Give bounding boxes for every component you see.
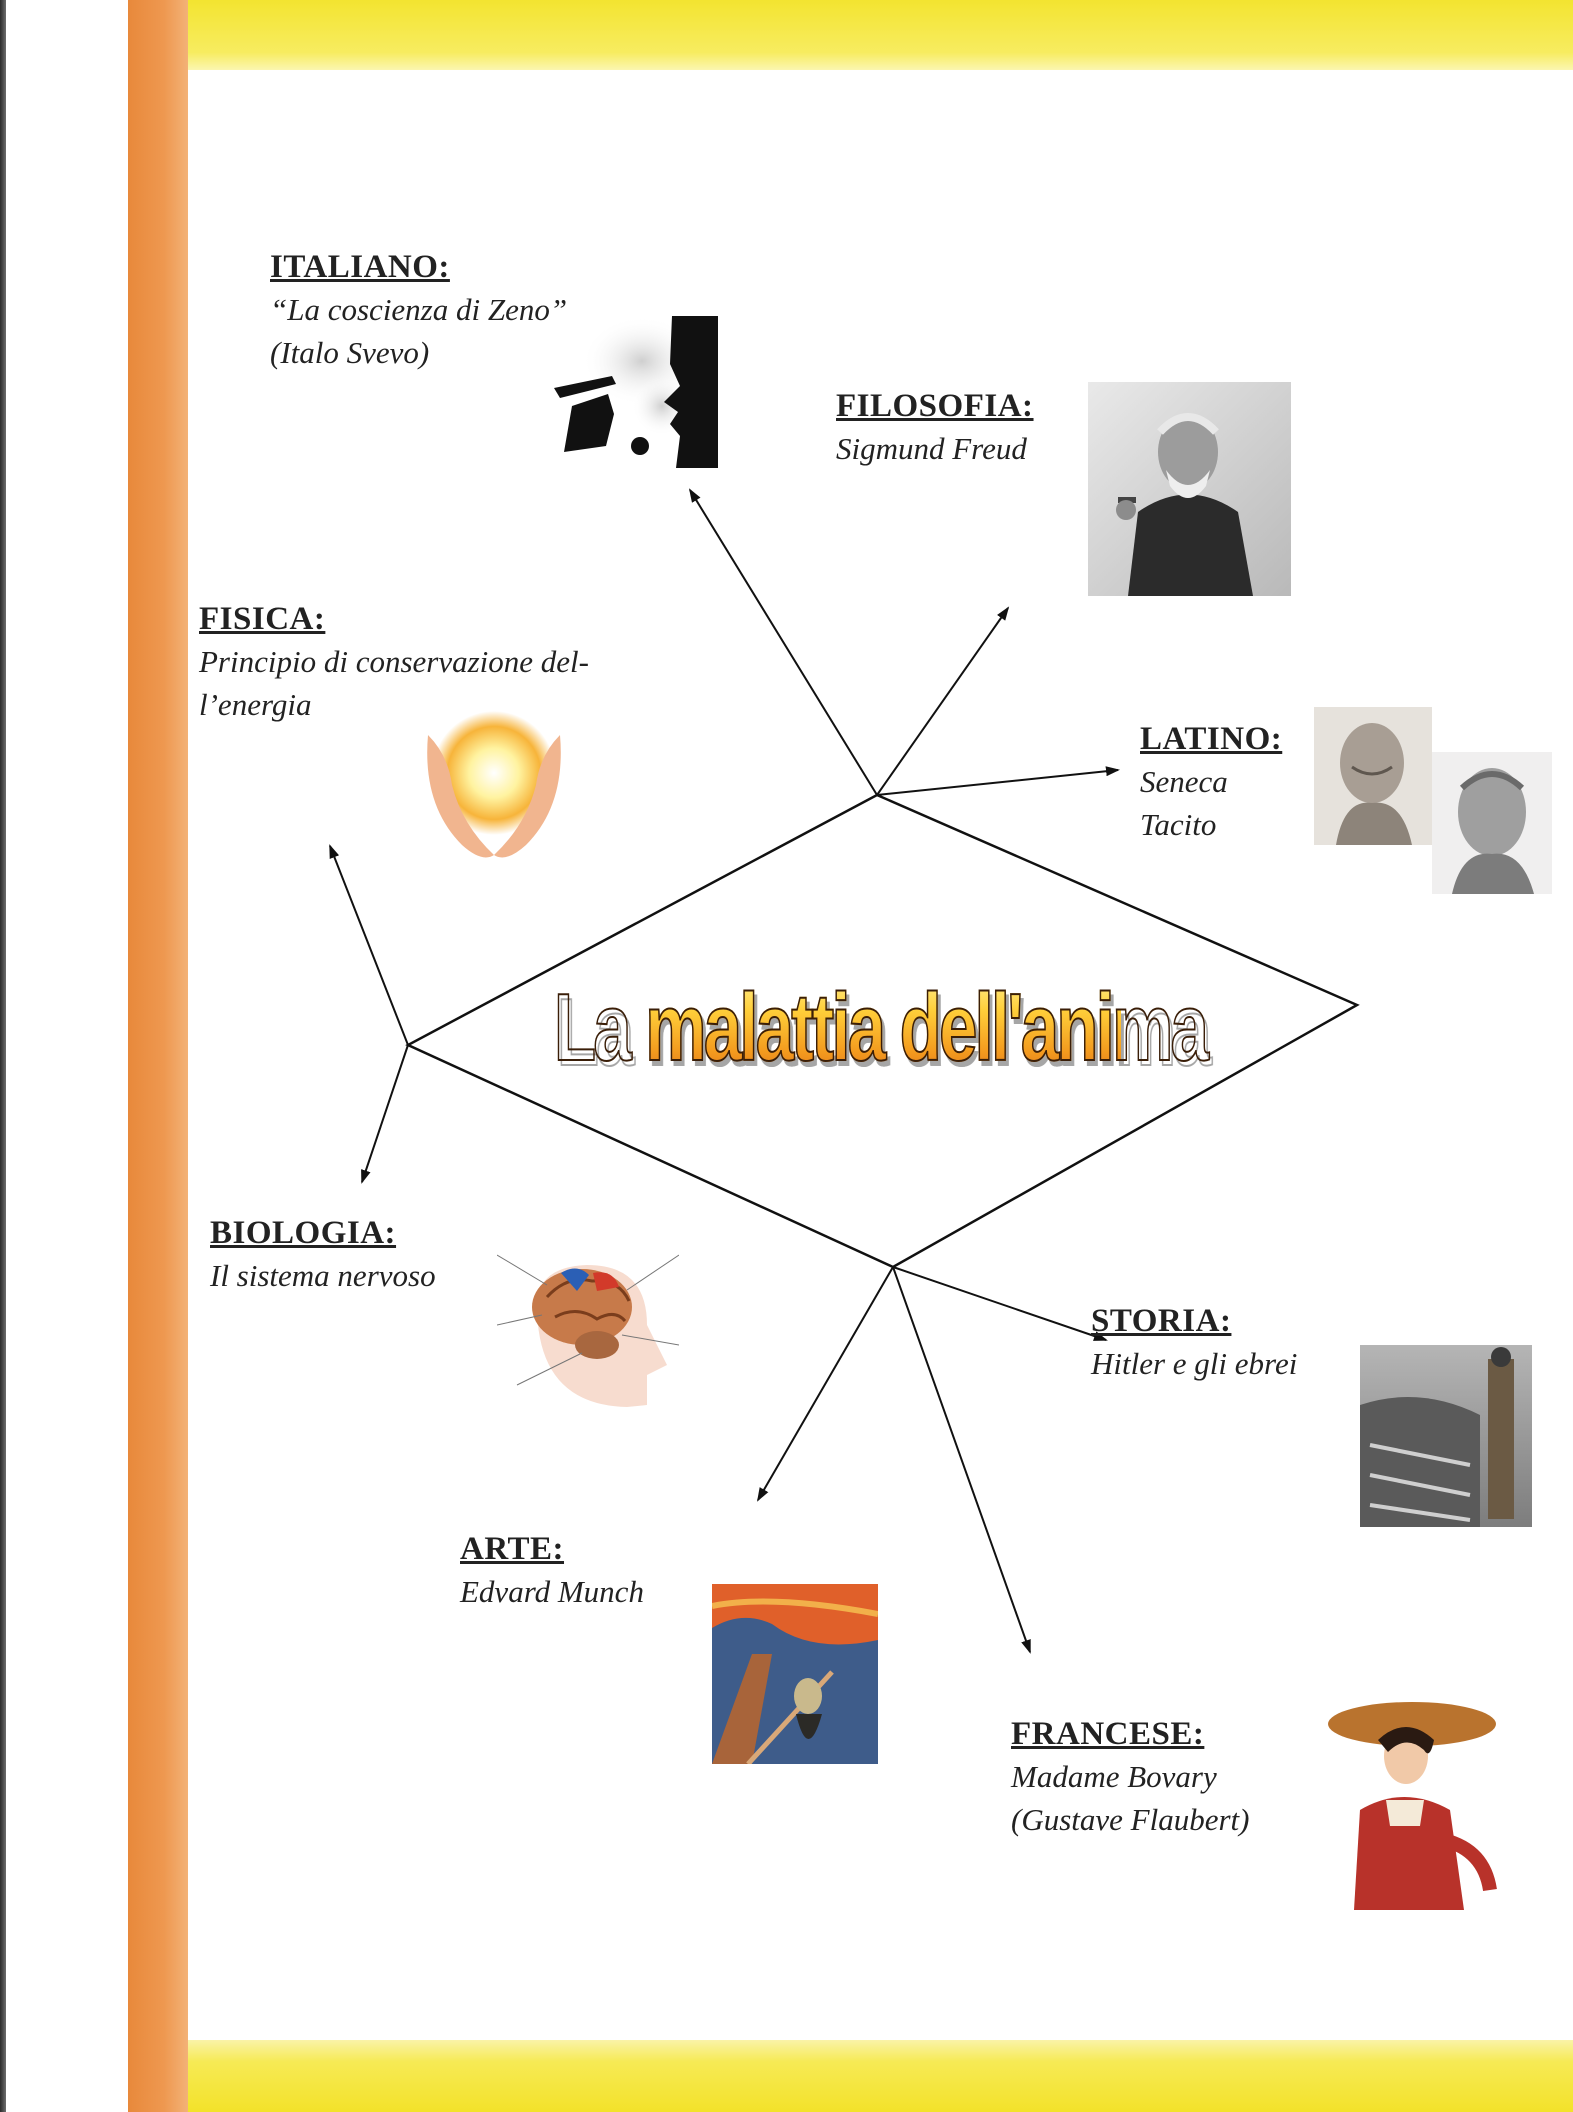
fisica-line-1: Principio di conservazione del-	[199, 644, 589, 679]
node-latino	[1140, 718, 1310, 846]
subject-italiano: ITALIANO:	[270, 249, 450, 285]
arrow-to-latino	[877, 770, 1118, 795]
subject-fisica: FISICA:	[199, 601, 326, 637]
freud-portrait-image	[1088, 382, 1291, 596]
subject-storia: STORIA:	[1091, 1303, 1232, 1339]
smoker-silhouette-image	[552, 316, 718, 468]
fisica-line-2: l’energia	[199, 687, 312, 722]
filosofia-line-1: Sigmund Freud	[836, 431, 1027, 466]
latino-line-2: Tacito	[1140, 807, 1217, 842]
subject-filosofia: FILOSOFIA:	[836, 388, 1034, 424]
node-francese	[1011, 1713, 1341, 1841]
francese-line-2: (Gustave Flaubert)	[1011, 1802, 1250, 1837]
node-arte	[460, 1528, 710, 1613]
tacitus-bust-image	[1432, 752, 1552, 894]
subject-francese: FRANCESE:	[1011, 1716, 1205, 1752]
seneca-bust-image	[1314, 707, 1432, 845]
map-title: La malattia dell'anima	[639, 968, 1121, 1088]
italiano-line-1: “La coscienza di Zeno”	[270, 292, 568, 327]
the-scream-painting-image	[712, 1584, 878, 1764]
storia-line-1: Hitler e gli ebrei	[1091, 1346, 1298, 1381]
subject-arte: ARTE:	[460, 1531, 565, 1567]
biologia-line-1: Il sistema nervoso	[210, 1258, 436, 1293]
node-biologia	[210, 1212, 510, 1297]
latino-line-1: Seneca	[1140, 764, 1228, 799]
arrow-to-francese	[893, 1267, 1030, 1652]
subject-latino: LATINO:	[1140, 721, 1283, 757]
node-filosofia	[836, 385, 1076, 470]
brain-diagram-image	[497, 1235, 679, 1413]
node-storia	[1091, 1300, 1361, 1385]
francese-line-1: Madame Bovary	[1011, 1759, 1217, 1794]
arrow-to-biologia	[362, 1045, 408, 1182]
arte-line-1: Edvard Munch	[460, 1574, 644, 1609]
arrow-to-filosofia	[877, 608, 1008, 795]
arrow-to-storia	[893, 1267, 1106, 1340]
arrow-to-arte	[758, 1267, 893, 1500]
madame-bovary-illustration-image	[1324, 1700, 1498, 1910]
italiano-line-2: (Italo Svevo)	[270, 335, 430, 370]
glowing-sphere-hands-image	[422, 695, 566, 865]
historical-photo-image	[1360, 1345, 1532, 1527]
arrow-to-fisica	[330, 846, 408, 1045]
subject-biologia: BIOLOGIA:	[210, 1215, 397, 1251]
